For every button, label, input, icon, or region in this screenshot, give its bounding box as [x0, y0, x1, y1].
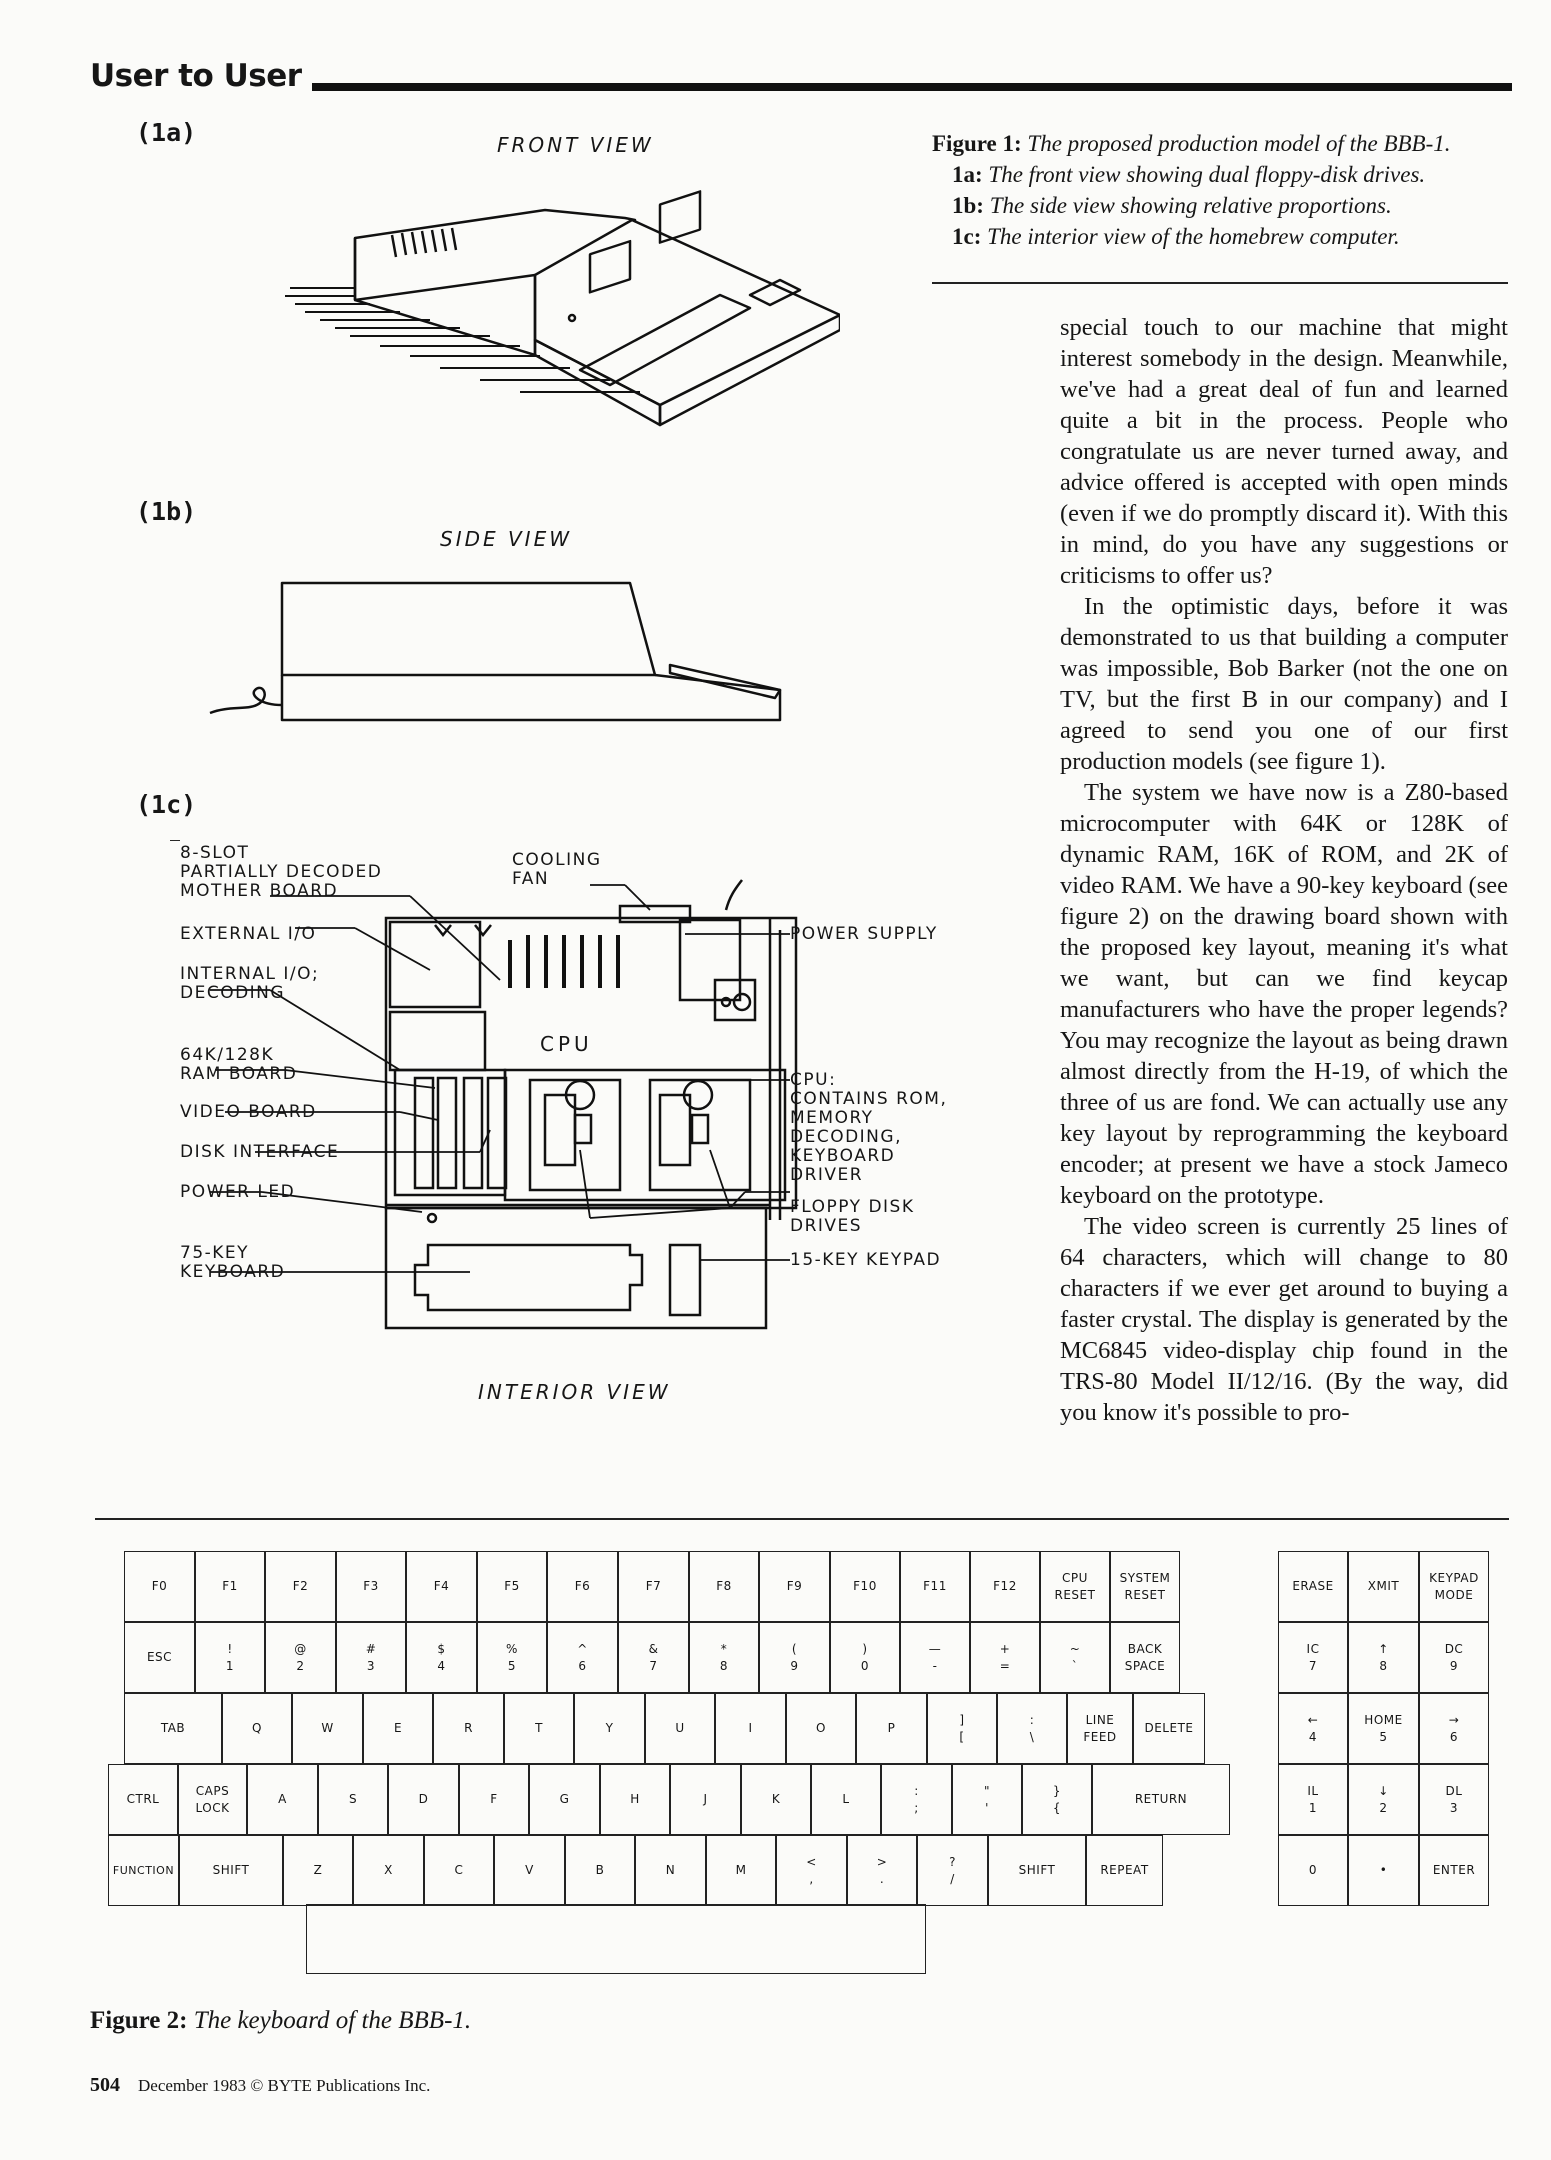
- key-b: B: [565, 1835, 635, 1906]
- key-n: N: [635, 1835, 706, 1906]
- caption-1c-label: 1c:: [952, 224, 982, 249]
- page-footer: [90, 2074, 430, 2097]
- key-dl-3: DL 3: [1419, 1764, 1489, 1835]
- key-f0: F0: [124, 1551, 195, 1622]
- key-repeat: REPEAT: [1086, 1835, 1163, 1906]
- key-j: J: [670, 1764, 741, 1835]
- key-2: @ 2: [265, 1622, 336, 1693]
- key-4: $ 4: [406, 1622, 477, 1693]
- key-f11: F11: [900, 1551, 970, 1622]
- key-0: ) 0: [830, 1622, 900, 1693]
- space-bar: [306, 1904, 926, 1974]
- key-e: E: [363, 1693, 433, 1764]
- header-rule: [312, 83, 1512, 91]
- figure-1a-label: (1a): [136, 118, 197, 147]
- key-m: M: [706, 1835, 776, 1906]
- callout-power-led: POWER LED: [180, 1182, 296, 1202]
- key-f2: F2: [265, 1551, 336, 1622]
- page-number: 504: [90, 2074, 120, 2096]
- key-ic-7: IC 7: [1278, 1622, 1348, 1693]
- key-h: H: [600, 1764, 670, 1835]
- key-ctrl: CTRL: [108, 1764, 178, 1835]
- key-c: C: [424, 1835, 494, 1906]
- key-symbol: + =: [970, 1622, 1040, 1693]
- section-title: User to User: [90, 58, 302, 94]
- interior-view-label: INTERIOR VIEW: [478, 1380, 671, 1404]
- key-o: O: [786, 1693, 856, 1764]
- key-keypad-mode: KEYPAD MODE: [1419, 1551, 1489, 1622]
- key-symbol: < ,: [776, 1835, 847, 1906]
- figure-2-caption: [90, 2007, 471, 2035]
- key-symbol: ] [: [927, 1693, 997, 1764]
- key-symbol: : \: [997, 1693, 1067, 1764]
- key-p: P: [856, 1693, 927, 1764]
- key-line-feed: LINE FEED: [1067, 1693, 1133, 1764]
- key-f5: F5: [477, 1551, 547, 1622]
- key-6: → 6: [1419, 1693, 1489, 1764]
- callout-75-key-keyboard: 75-KEY KEYBOARD: [180, 1243, 286, 1282]
- key-xmit: XMIT: [1348, 1551, 1419, 1622]
- key-f: F: [459, 1764, 529, 1835]
- key-dc-9: DC 9: [1419, 1622, 1489, 1693]
- key-9: ( 9: [759, 1622, 830, 1693]
- key-shift: SHIFT: [988, 1835, 1086, 1906]
- key-t: T: [504, 1693, 574, 1764]
- key-6: ^ 6: [547, 1622, 618, 1693]
- paragraph: The system we have now is a Z80-based microcomputer with 64K or 128K of dynamic RAM, 16K of ROM, and 2K of video RAM. We have a 90-key keyboard (see figure 2) on the drawing board shown with the proposed key layout, meaning it's what we want, but can we find keycap manufacturers who have the proper legends? You may recognize the layout as being drawn almost directly from the H-19, of which the three of us are fond. We can actually use any key layout by reprogramming the keyboard encoder; at present we have a stock Jameco keyboard on the prototype.: [1060, 779, 1508, 1209]
- key-5: % 5: [477, 1622, 547, 1693]
- key-system-reset: SYSTEM RESET: [1110, 1551, 1180, 1622]
- footer-text: December 1983 © BYTE Publications Inc.: [138, 2076, 431, 2095]
- figure-1-text: The proposed production model of the BBB-1.: [1027, 131, 1451, 156]
- key-8: ↑ 8: [1348, 1622, 1419, 1693]
- key-2: ↓ 2: [1348, 1764, 1419, 1835]
- callout-disk-interface: DISK INTERFACE: [180, 1142, 340, 1162]
- key-cpu-reset: CPU RESET: [1040, 1551, 1110, 1622]
- key-f10: F10: [830, 1551, 900, 1622]
- key-erase: ERASE: [1278, 1551, 1348, 1622]
- key-f4: F4: [406, 1551, 477, 1622]
- callout-cooling-fan: COOLING FAN: [512, 850, 602, 889]
- key-d: D: [388, 1764, 459, 1835]
- key-delete: DELETE: [1133, 1693, 1205, 1764]
- paragraph: The video screen is currently 25 lines of 64 characters, which will change to 80 characters if we ever get around to buying a faster crystal. The display is generated by the MC6845 video-display chip found in the TRS-80 Model II/12/16. (By the way, did you know it's possible to pro-: [1060, 1213, 1508, 1426]
- callout-cpu-contains: CPU: CONTAINS ROM, MEMORY DECODING, KEYBOARD DRIVER: [790, 1070, 948, 1185]
- key-enter: ENTER: [1419, 1835, 1489, 1906]
- key-symbol: " ': [952, 1764, 1022, 1835]
- key-0: 0: [1278, 1835, 1348, 1906]
- callout-external-io: EXTERNAL I/O: [180, 924, 317, 944]
- key-f12: F12: [970, 1551, 1040, 1622]
- key-f6: F6: [547, 1551, 618, 1622]
- key-f1: F1: [195, 1551, 265, 1622]
- caption-rule: [932, 282, 1508, 284]
- key-f7: F7: [618, 1551, 689, 1622]
- key-symbol: — -: [900, 1622, 970, 1693]
- paragraph: special touch to our machine that might interest somebody in the design. Meanwhile, we've had a great deal of fun and learned quite a bit in the process. People who congratulate us are never turned away, and advice offered is accepted with open minds (even if we do promptly discard it). With this in mind, do you have any suggestions or criticisms to offer us?: [1060, 314, 1508, 589]
- key-k: K: [741, 1764, 811, 1835]
- key-r: R: [433, 1693, 504, 1764]
- caption-1b-text: The side view showing relative proportions.: [989, 193, 1392, 218]
- key-tab: TAB: [124, 1693, 222, 1764]
- caption-1a-label: 1a:: [952, 162, 983, 187]
- front-view-drawing: [280, 190, 840, 440]
- key-u: U: [645, 1693, 715, 1764]
- key-return: RETURN: [1092, 1764, 1230, 1835]
- callout-15-key-keypad: 15-KEY KEYPAD: [790, 1250, 942, 1270]
- key-g: G: [529, 1764, 600, 1835]
- key-esc: ESC: [124, 1622, 195, 1693]
- key-v: V: [494, 1835, 565, 1906]
- side-view-label: SIDE VIEW: [440, 527, 572, 551]
- key-8: * 8: [689, 1622, 759, 1693]
- key-shift: SHIFT: [179, 1835, 283, 1906]
- figure-1-caption: [932, 128, 1512, 252]
- key-l: L: [811, 1764, 881, 1835]
- key-4: ← 4: [1278, 1693, 1348, 1764]
- key-symbol: •: [1348, 1835, 1419, 1906]
- paragraph: In the optimistic days, before it was demonstrated to us that building a computer was impossible, Bob Barker (not the one on TV, but the first B in our company) and I agreed to send you one of our first production models (see figure 1).: [1060, 593, 1508, 775]
- figure-1c-label: (1c): [136, 790, 197, 819]
- caption-1c-text: The interior view of the homebrew computer.: [987, 224, 1400, 249]
- key-q: Q: [222, 1693, 292, 1764]
- key-symbol: ~ `: [1040, 1622, 1110, 1693]
- key-a: A: [247, 1764, 318, 1835]
- caption-1b-label: 1b:: [952, 193, 984, 218]
- figure-1b-label: (1b): [136, 497, 197, 526]
- key-f8: F8: [689, 1551, 759, 1622]
- key-function: FUNCTION: [108, 1835, 179, 1906]
- callout-internal-io: INTERNAL I/O; DECODING: [180, 964, 320, 1003]
- callout-video-board: VIDEO BOARD: [180, 1102, 317, 1122]
- key-il-1: IL 1: [1278, 1764, 1348, 1835]
- callout-floppy-drives: FLOPPY DISK DRIVES: [790, 1197, 915, 1236]
- keyboard-rule: [95, 1518, 1509, 1520]
- key-1: ! 1: [195, 1622, 265, 1693]
- key-z: Z: [283, 1835, 353, 1906]
- figure-2-label: Figure 2:: [90, 2007, 188, 2034]
- key-3: # 3: [336, 1622, 406, 1693]
- front-view-label: FRONT VIEW: [497, 133, 654, 157]
- figure-1-label: Figure 1:: [932, 131, 1022, 156]
- key-back-space: BACK SPACE: [1110, 1622, 1180, 1693]
- figure-2-text: The keyboard of the BBB-1.: [193, 2007, 472, 2034]
- key-symbol: > .: [847, 1835, 917, 1906]
- key-home-5: HOME 5: [1348, 1693, 1419, 1764]
- key-y: Y: [574, 1693, 645, 1764]
- key-7: & 7: [618, 1622, 689, 1693]
- key-symbol: } {: [1022, 1764, 1092, 1835]
- key-s: S: [318, 1764, 388, 1835]
- key-x: X: [353, 1835, 424, 1906]
- key-symbol: : ;: [881, 1764, 952, 1835]
- side-view-drawing: [200, 565, 800, 735]
- callout-ram-board: 64K/128K RAM BOARD: [180, 1045, 298, 1084]
- callout-power-supply: POWER SUPPLY: [790, 924, 938, 944]
- callout-mother-board: 8-SLOT PARTIALLY DECODED MOTHER BOARD: [180, 843, 383, 901]
- key-f9: F9: [759, 1551, 830, 1622]
- caption-1a-text: The front view showing dual floppy-disk drives.: [988, 162, 1426, 187]
- article-body: [1060, 312, 1508, 1428]
- key-f3: F3: [336, 1551, 406, 1622]
- callout-cpu: CPU: [540, 1032, 593, 1056]
- key-i: I: [715, 1693, 786, 1764]
- key-symbol: ? /: [917, 1835, 988, 1906]
- key-w: W: [292, 1693, 363, 1764]
- key-caps-lock: CAPS LOCK: [178, 1764, 247, 1835]
